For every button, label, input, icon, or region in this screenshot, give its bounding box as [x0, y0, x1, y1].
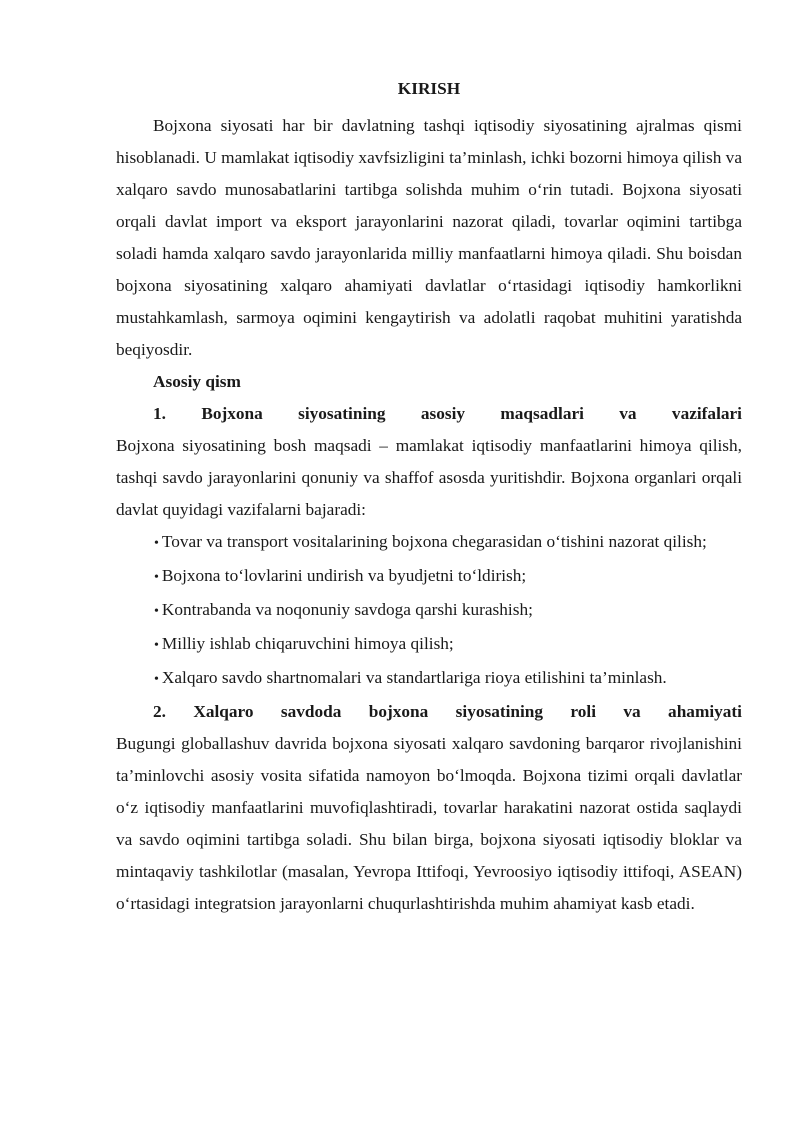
bullet-icon: •	[154, 638, 159, 653]
document-page	[116, 78, 742, 920]
list-item: • Tovar va transport vositalarining bojxona chegarasidan o‘tishini nazorat qilish;	[154, 532, 707, 551]
list-item: • Kontrabanda va noqonuniy savdoga qarshi kurashish;	[154, 600, 533, 619]
document-title: KIRISH	[397, 79, 461, 98]
section1-body: Bojxona siyosatining bosh maqsadi – mamlakat iqtisodiy manfaatlarini himoya qilish, tashqi savdo jarayonlarini qonuniy va shaffof asosda yuritishdir. Bojxona organlari orqali davlat quyidagi vazifalarni bajaradi:	[116, 436, 742, 519]
section1-bullet-list	[116, 526, 742, 696]
intro-paragraph: Bojxona siyosati har bir davlatning tashqi iqtisodiy siyosatining ajralmas qismi hisoblanadi. U mamlakat iqtisodiy xavfsizligini ta’minlash, ichki bozorni himoya qilish va xalqaro savdo munosabatlarini tartibga solishda muhim o‘rin tutadi. Bojxona siyosati orqali davlat import va eksport jarayonlarini nazorat qiladi, tovarlar oqimini tartibga soladi hamda xalqaro savdo jarayonlarida milliy manfaatlarni himoya qiladi. Shu boisdan bojxona siyosatining xalqaro ahamiyati davlatlar o‘rtasidagi iqtisodiy hamkorlikni mustahkamlash, sarmoya oqimini kengaytirish va adolatli raqobat muhitini yaratishda beqiyosdir.	[116, 116, 742, 359]
list-item: • Xalqaro savdo shartnomalari va standartlariga rioya etilishini ta’minlash.	[154, 668, 667, 687]
bullet-icon: •	[154, 672, 159, 687]
list-item: • Bojxona to‘lovlarini undirish va byudjetni to‘ldirish;	[154, 566, 527, 585]
bullet-icon: •	[154, 536, 159, 551]
main-part-label: Asosiy qism	[153, 372, 241, 391]
bullet-icon: •	[154, 604, 159, 619]
list-item: • Milliy ishlab chiqaruvchini himoya qilish;	[154, 634, 454, 653]
bullet-icon: •	[154, 570, 159, 585]
section2-body: Bugungi globallashuv davrida bojxona siyosati xalqaro savdoning barqaror rivojlanishini ta’minlovchi asosiy vosita sifatida namoyon bo‘lmoqda. Bojxona tizimi orqali davlatlar o‘z iqtisodiy manfaatlarini muvofiqlashtiradi, tovarlar harakatini nazorat ostida saqlaydi va savdo oqimini tartibga soladi. Shu bilan birga, bojxona siyosati iqtisodiy bloklar va mintaqaviy tashkilotlar (masalan, Yevropa Ittifoqi, Yevroosiyo iqtisodiy ittifoqi, ASEAN) o‘rtasidagi integratsion jarayonlarni chuqurlashtirishda muhim ahamiyat kasb etadi.	[116, 734, 742, 913]
section1-heading: 1. Bojxona siyosatining asosiy maqsadlari va vazifalari	[153, 404, 742, 423]
section2-heading: 2. Xalqaro savdoda bojxona siyosatining roli va ahamiyati	[153, 702, 742, 721]
